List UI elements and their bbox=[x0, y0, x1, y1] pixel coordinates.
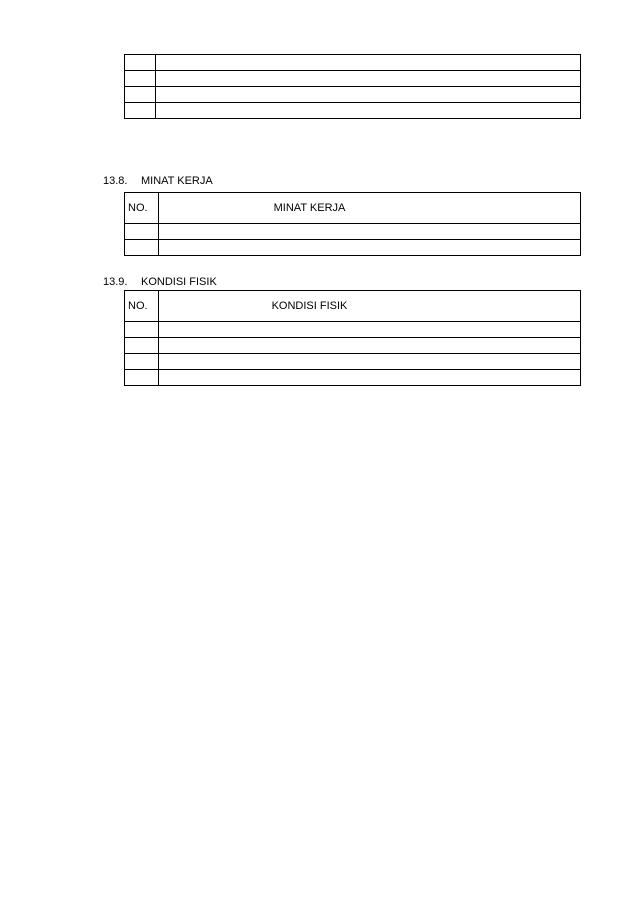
table-cell bbox=[156, 55, 581, 71]
table-cell bbox=[159, 338, 581, 354]
column-header-no: NO. bbox=[125, 193, 159, 224]
column-header-kondisi-fisik: KONDISI FISIK bbox=[159, 291, 581, 322]
column-header-minat-kerja: MINAT KERJA bbox=[159, 193, 581, 224]
table-row bbox=[125, 354, 581, 370]
table-cell bbox=[125, 322, 159, 338]
table-cell bbox=[125, 71, 156, 87]
section-number: 13.9. bbox=[103, 276, 128, 288]
table-cell bbox=[159, 224, 581, 240]
table-cell bbox=[159, 240, 581, 256]
table-row bbox=[125, 224, 581, 240]
table-cell bbox=[159, 370, 581, 386]
continued-table bbox=[124, 54, 581, 119]
section-title: MINAT KERJA bbox=[141, 175, 213, 187]
table-cell bbox=[156, 87, 581, 103]
table-header-row bbox=[125, 193, 581, 224]
table-cell bbox=[125, 354, 159, 370]
table-cell bbox=[156, 103, 581, 119]
table-row bbox=[125, 87, 581, 103]
table-cell bbox=[159, 322, 581, 338]
section-heading-kondisi-fisik bbox=[103, 275, 217, 289]
column-header-no: NO. bbox=[125, 291, 159, 322]
table-cell bbox=[125, 338, 159, 354]
table-row bbox=[125, 71, 581, 87]
table-header-row bbox=[125, 291, 581, 322]
table-row bbox=[125, 338, 581, 354]
table-cell bbox=[125, 103, 156, 119]
section-number: 13.8. bbox=[103, 175, 128, 187]
table-row bbox=[125, 240, 581, 256]
table-cell bbox=[125, 224, 159, 240]
table-cell bbox=[156, 71, 581, 87]
table-row bbox=[125, 370, 581, 386]
minat-kerja-table bbox=[124, 192, 581, 256]
kondisi-fisik-table bbox=[124, 290, 581, 386]
table-cell bbox=[125, 370, 159, 386]
table-row bbox=[125, 55, 581, 71]
table-cell bbox=[125, 240, 159, 256]
table-row bbox=[125, 103, 581, 119]
table-cell bbox=[159, 354, 581, 370]
table-cell bbox=[125, 55, 156, 71]
section-heading-minat-kerja bbox=[103, 174, 213, 188]
table-row bbox=[125, 322, 581, 338]
section-title: KONDISI FISIK bbox=[141, 276, 217, 288]
table-cell bbox=[125, 87, 156, 103]
